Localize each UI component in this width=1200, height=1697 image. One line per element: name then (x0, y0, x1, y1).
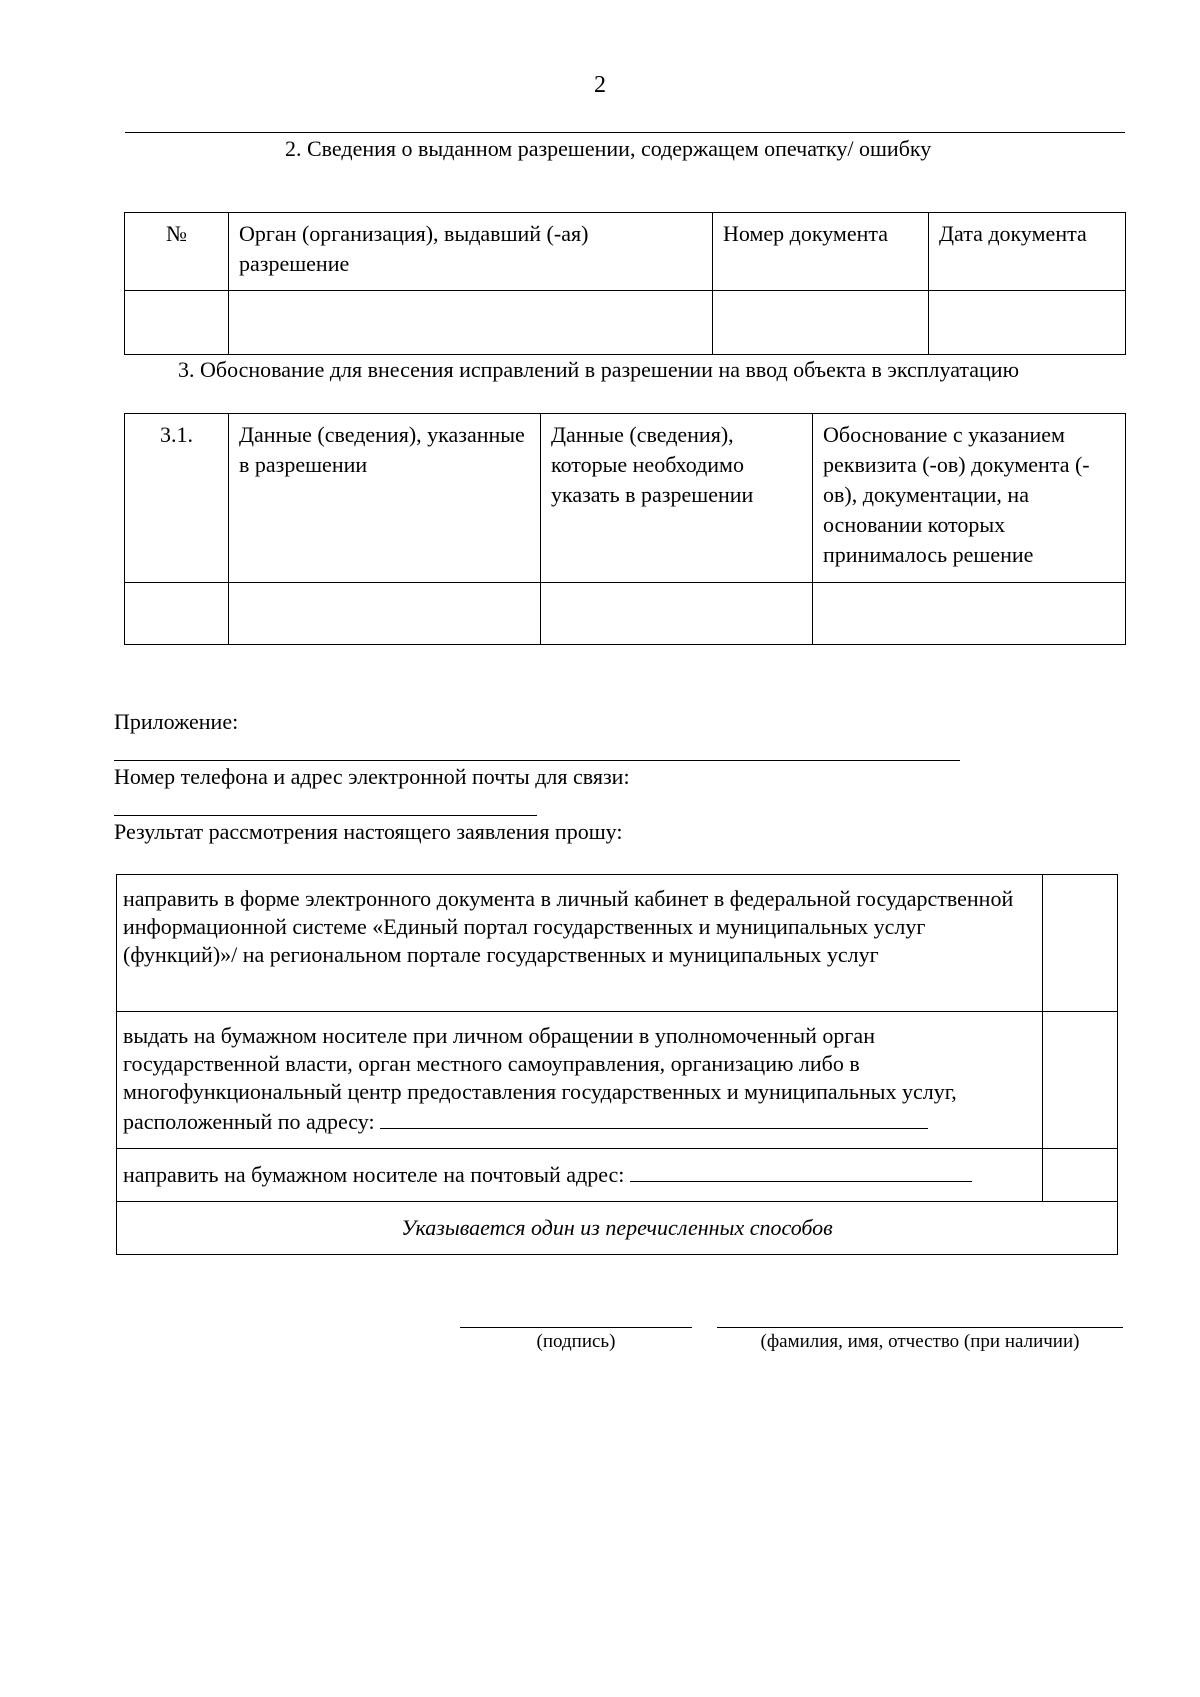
address-field[interactable] (380, 1106, 928, 1129)
option-row (117, 875, 1118, 1012)
option-row (117, 1149, 1118, 1202)
section-3-title: 3. Обоснование для внесения исправлений в разрешении на ввод объекта в эксплуатацию (178, 357, 1020, 382)
contact-field[interactable] (114, 815, 537, 816)
option-in-person-text: выдать на бумажном носителе при личном обращении в уполномоченный орган государственной власти, орган местного самоуправления, организацию либо в многофункциональный центр предоставления государственных и муниципальных услуг, расположенный по адресу: (123, 1023, 957, 1134)
issued-permit-table (124, 212, 1126, 355)
col-doc-date-header: Дата документа (929, 213, 1126, 291)
option-mail-text: направить на бумажном носителе на почтовый адрес: (123, 1162, 625, 1187)
col-new-data-header: Данные (сведения), которые необходимо указать в разрешении (541, 414, 813, 583)
fullname-label: (фамилия, имя, отчество (при наличии) (760, 1331, 1080, 1352)
options-note: Указывается один из перечисленных способов (117, 1202, 1118, 1255)
contact-label: Номер телефона и адрес электронной почты для связи: (114, 764, 630, 789)
cell-doc-number[interactable] (713, 291, 929, 355)
signature-label: (подпись) (536, 1331, 616, 1352)
delivery-options-table (116, 874, 1118, 1255)
attachment-label: Приложение: (114, 709, 239, 734)
header-rule (125, 132, 1125, 133)
col-doc-number-header: Номер документа (713, 213, 929, 291)
col-current-data-header: Данные (сведения), указанные в разрешении (229, 414, 541, 583)
col-number-header: № (125, 213, 229, 291)
cell-current-data[interactable] (229, 583, 541, 645)
table-row (125, 583, 1126, 645)
option-row (117, 1012, 1118, 1149)
option-electronic-checkbox[interactable] (1043, 875, 1118, 1012)
table-header-row (125, 414, 1126, 583)
option-in-person (117, 1012, 1043, 1149)
attachment-field[interactable] (114, 760, 960, 761)
cell-justification[interactable] (813, 583, 1126, 645)
cell-number[interactable] (125, 291, 229, 355)
fullname-line[interactable] (717, 1327, 1123, 1328)
correction-basis-table (124, 413, 1126, 645)
cell-authority[interactable] (229, 291, 713, 355)
option-in-person-checkbox[interactable] (1043, 1012, 1118, 1149)
signature-line[interactable] (460, 1327, 692, 1328)
col-justification-header: Обоснование с указанием реквизита (-ов) документа (-ов), документации, на основании которых принималось решение (813, 414, 1126, 583)
postal-address-field[interactable] (630, 1159, 972, 1182)
section-2-title: 2. Сведения о выданном разрешении, содержащем опечатку/ ошибку (285, 136, 932, 161)
result-label: Результат рассмотрения настоящего заявления прошу: (114, 819, 623, 844)
note-row (117, 1202, 1118, 1255)
option-mail-checkbox[interactable] (1043, 1149, 1118, 1202)
table-header-row (125, 213, 1126, 291)
col-authority-header: Орган (организация), выдавший (-ая) разрешение (229, 213, 713, 291)
option-mail (117, 1149, 1043, 1202)
table-row (125, 291, 1126, 355)
cell-item[interactable] (125, 583, 229, 645)
page-number: 2 (594, 72, 606, 98)
col-item-header: 3.1. (125, 414, 229, 583)
option-electronic: направить в форме электронного документа в личный кабинет в федеральной государственной информационной системе «Единый портал государственных и муниципальных услуг (функций)»/ на региональном портале государственных и муниципальных услуг (117, 875, 1043, 1012)
cell-new-data[interactable] (541, 583, 813, 645)
cell-doc-date[interactable] (929, 291, 1126, 355)
